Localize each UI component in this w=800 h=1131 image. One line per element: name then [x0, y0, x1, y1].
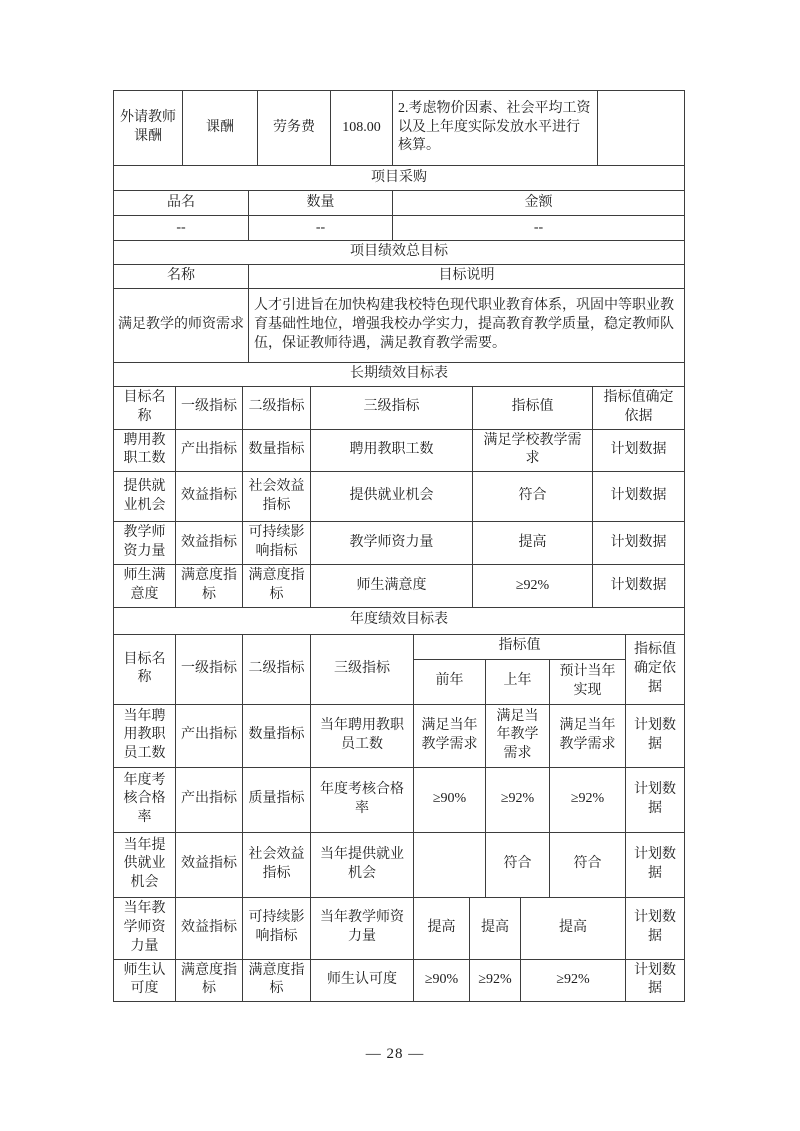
column-header: 前年: [414, 659, 486, 704]
longterm-goal-table: [113, 386, 685, 608]
table-cell: ≥90%: [414, 767, 486, 832]
column-header: 二级指标: [243, 386, 311, 429]
table-cell: 计划数据: [593, 522, 685, 565]
table-row: [114, 216, 685, 241]
table-row: [114, 832, 685, 897]
table-cell: 年度考核合格率: [311, 767, 414, 832]
table-cell: 师生认可度: [114, 959, 176, 1002]
page-number: — 28 —: [365, 1046, 425, 1062]
table-cell: 数量指标: [243, 429, 311, 472]
column-header: 二级指标: [243, 634, 311, 704]
table-cell: --: [114, 216, 249, 241]
section-title-longterm: 长期绩效目标表: [114, 362, 685, 386]
goal-name-cell: 满足教学的师资需求: [114, 288, 249, 362]
table-cell: 提高: [521, 897, 626, 959]
budget-category-cell: 劳务费: [258, 91, 331, 166]
table-row: [114, 704, 685, 767]
table-cell: 效益指标: [176, 832, 243, 897]
column-header: 指标值: [473, 386, 593, 429]
table-cell: 社会效益指标: [243, 472, 311, 522]
budget-amount-cell: 108.00: [331, 91, 393, 166]
section-title-procurement: 项目采购: [114, 166, 685, 191]
section-title-annual: 年度绩效目标表: [114, 607, 685, 634]
table-cell: 满足当年教学需求: [550, 704, 626, 767]
table-cell: 聘用教职工数: [114, 429, 176, 472]
table-row: [114, 386, 685, 429]
table-cell: 聘用教职工数: [311, 429, 473, 472]
table-cell: 效益指标: [176, 522, 243, 565]
document-table-stack: [113, 90, 684, 1002]
table-row: [114, 429, 685, 472]
table-cell: 提供就业机会: [114, 472, 176, 522]
column-header: 指标值确定依据: [626, 634, 685, 704]
table-cell: ≥92%: [470, 959, 521, 1002]
column-header: 品名: [114, 191, 249, 216]
table-cell: 师生认可度: [311, 959, 414, 1002]
annual-goal-table: [113, 607, 685, 1002]
table-cell: 当年提供就业机会: [114, 832, 176, 897]
table-cell: 提高: [414, 897, 470, 959]
table-cell: 社会效益指标: [243, 832, 311, 897]
table-row: [114, 607, 685, 634]
budget-name-cell: 课酬: [183, 91, 258, 166]
table-cell: 师生满意度: [311, 565, 473, 608]
table-cell: 当年教学师资力量: [114, 897, 176, 959]
table-row: [114, 565, 685, 608]
table-cell: 产出指标: [176, 704, 243, 767]
table-cell: 满意度指标: [243, 959, 311, 1002]
table-cell: ≥92%: [473, 565, 593, 608]
table-cell: 计划数据: [626, 897, 685, 959]
table-cell: 满意度指标: [176, 565, 243, 608]
budget-detail-table: [113, 90, 685, 387]
table-cell: 计划数据: [593, 472, 685, 522]
table-cell: ≥92%: [486, 767, 550, 832]
table-cell: 效益指标: [176, 472, 243, 522]
column-header: 目标名称: [114, 386, 176, 429]
table-cell: 符合: [486, 832, 550, 897]
table-cell: 满意度指标: [176, 959, 243, 1002]
table-cell: 师生满意度: [114, 565, 176, 608]
table-cell: 满足当年教学需求: [486, 704, 550, 767]
column-header: 一级指标: [176, 386, 243, 429]
table-cell: 产出指标: [176, 767, 243, 832]
column-header: 预计当年实现: [550, 659, 626, 704]
table-cell: 计划数据: [593, 429, 685, 472]
table-cell: 可持续影响指标: [243, 897, 311, 959]
table-cell: 计划数据: [626, 704, 685, 767]
table-row: [114, 634, 685, 659]
table-cell: --: [393, 216, 685, 241]
table-cell: 年度考核合格率: [114, 767, 176, 832]
table-row: [114, 897, 685, 959]
table-row: [114, 264, 685, 288]
table-cell: ≥92%: [521, 959, 626, 1002]
table-cell: 当年聘用教职员工数: [311, 704, 414, 767]
table-cell: 满足当年教学需求: [414, 704, 486, 767]
table-cell: --: [249, 216, 393, 241]
table-row: [114, 959, 685, 1002]
table-cell: ≥92%: [550, 767, 626, 832]
table-cell: 计划数据: [593, 565, 685, 608]
table-cell: 提高: [473, 522, 593, 565]
table-cell: 可持续影响指标: [243, 522, 311, 565]
table-row: [114, 288, 685, 362]
table-cell: 教学师资力量: [311, 522, 473, 565]
empty-cell: [598, 91, 685, 166]
table-cell: 质量指标: [243, 767, 311, 832]
table-cell: 计划数据: [626, 959, 685, 1002]
table-cell: 提供就业机会: [311, 472, 473, 522]
table-row: [114, 166, 685, 191]
table-row: [114, 241, 685, 265]
table-cell: 产出指标: [176, 429, 243, 472]
column-header: 目标名称: [114, 634, 176, 704]
table-row: [114, 191, 685, 216]
empty-indicator-cell: [414, 832, 486, 897]
table-row: [114, 362, 685, 386]
table-cell: 满意度指标: [243, 565, 311, 608]
budget-item-cell: 外请教师课酬: [114, 91, 183, 166]
table-cell: 符合: [550, 832, 626, 897]
table-cell: 当年教学师资力量: [311, 897, 414, 959]
table-cell: 提高: [470, 897, 521, 959]
budget-note-cell: 2.考虑物价因素、社会平均工资以及上年度实际发放水平进行核算。: [393, 91, 598, 166]
table-cell: 当年提供就业机会: [311, 832, 414, 897]
table-cell: 当年聘用教职员工数: [114, 704, 176, 767]
column-header: 名称: [114, 264, 249, 288]
table-cell: ≥90%: [414, 959, 470, 1002]
goal-description-cell: 人才引进旨在加快构建我校特色现代职业教育体系，巩固中等职业教育基础性地位，增强我校办学实力，提高教育教学质量，稳定教师队伍，保证教师待遇，满足教育教学需要。: [249, 288, 685, 362]
section-title-overall-goal: 项目绩效总目标: [114, 241, 685, 265]
column-header: 数量: [249, 191, 393, 216]
column-header: 指标值: [414, 634, 626, 659]
table-cell: 满足学校教学需求: [473, 429, 593, 472]
column-header: 一级指标: [176, 634, 243, 704]
column-header: 指标值确定依据: [593, 386, 685, 429]
table-cell: 计划数据: [626, 767, 685, 832]
table-row: [114, 522, 685, 565]
table-cell: 计划数据: [626, 832, 685, 897]
column-header: 金额: [393, 191, 685, 216]
column-header: 三级指标: [311, 386, 473, 429]
column-header: 三级指标: [311, 634, 414, 704]
table-cell: 符合: [473, 472, 593, 522]
table-row: [114, 767, 685, 832]
table-cell: 教学师资力量: [114, 522, 176, 565]
column-header: 目标说明: [249, 264, 685, 288]
table-cell: 数量指标: [243, 704, 311, 767]
table-row: [114, 91, 685, 166]
table-cell: 效益指标: [176, 897, 243, 959]
column-header: 上年: [486, 659, 550, 704]
table-row: [114, 472, 685, 522]
